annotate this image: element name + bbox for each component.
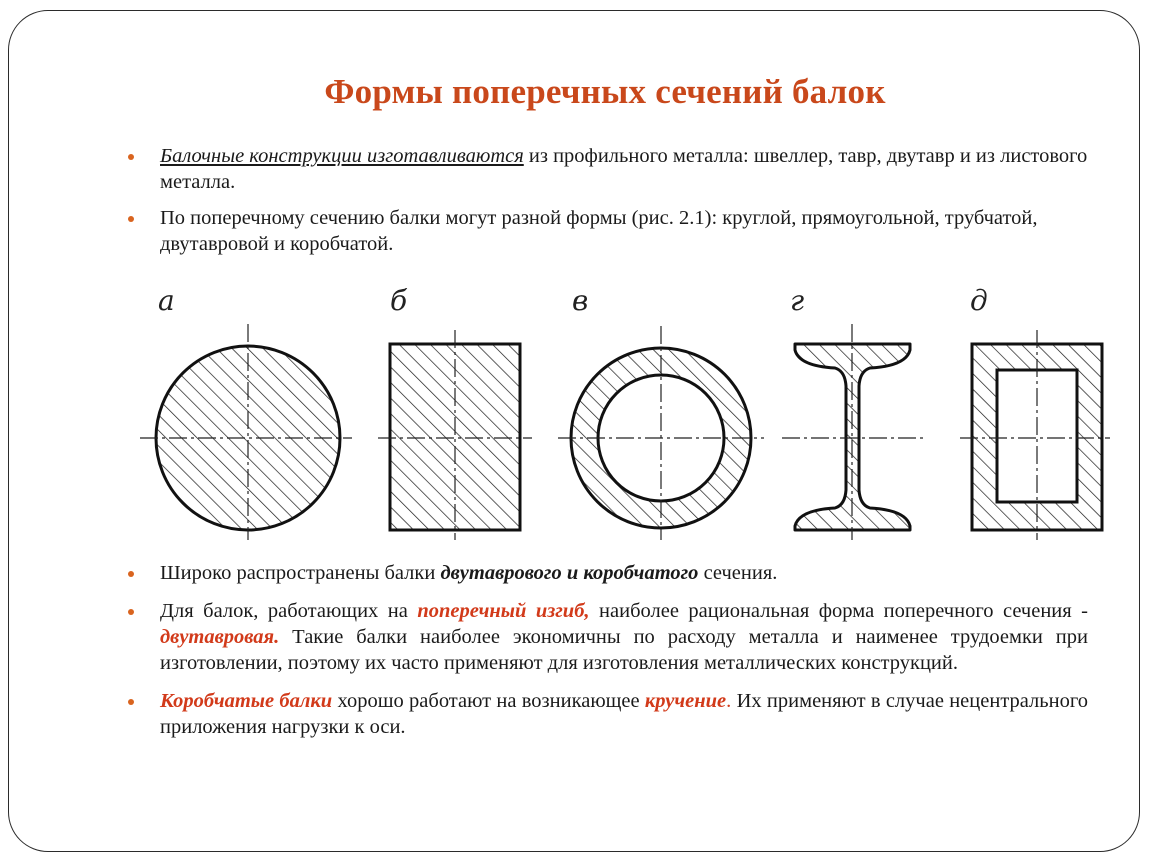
underlined-phrase: Балочные конструкции изготавливаются xyxy=(160,145,524,167)
bullet-text: хорошо работают на возникающее xyxy=(332,690,645,712)
figure-label-v: в xyxy=(572,284,589,317)
section-circle xyxy=(140,324,352,540)
slide-title: Формы поперечных сечений балок xyxy=(324,72,886,111)
cross-sections-figure xyxy=(130,278,1110,548)
figure-label-g: г xyxy=(790,284,805,317)
figure-label-a: а xyxy=(158,284,175,317)
bullet-text: По поперечному сечению балки могут разной формы (рис. 2.1): круглой, прямоугольной, трубчатой, двутавровой и коробчатой. xyxy=(160,207,1038,255)
bullet-text: сечения. xyxy=(698,562,778,584)
section-rectangle xyxy=(378,330,532,540)
bullet-list-top xyxy=(128,143,1088,267)
bullet-text: Широко распространены балки xyxy=(160,562,441,584)
bullet-text: из профильного металла: швеллер, тавр, двутавр и из листового металла. xyxy=(160,145,1088,193)
highlight-text: поперечный изгиб, xyxy=(417,600,590,622)
bullet-item xyxy=(128,598,1088,676)
bullet-item xyxy=(128,205,1088,257)
bullet-item xyxy=(128,688,1088,740)
bullet-text: Их применяют в случае нецентрального приложения нагрузки к оси. xyxy=(160,690,1088,738)
emphasis-text: двутаврового и коробчатого xyxy=(440,562,699,584)
section-box xyxy=(960,330,1110,540)
section-tube xyxy=(558,326,764,540)
bullet-item xyxy=(128,560,1088,586)
bullet-item xyxy=(128,143,1088,195)
highlight-text: двутавровая. xyxy=(160,626,280,648)
accent-text: . xyxy=(726,690,737,712)
figure-label-d: д xyxy=(970,284,988,317)
bullet-list-bottom xyxy=(128,560,1088,752)
highlight-text: кручение xyxy=(644,690,727,712)
bullet-text: Для балок, работающих на xyxy=(160,600,418,622)
bullet-text: Такие балки наиболее экономичны по расходу металла и наименее трудоемки при изготовлении, поэтому их часто применяют для изготовления металлических конструкций. xyxy=(160,626,1088,674)
highlight-text: Коробчатые балки xyxy=(160,690,333,712)
bullet-text: наиболее рациональная форма поперечного сечения - xyxy=(589,600,1089,622)
figure-label-b: б xyxy=(390,284,408,317)
section-i-beam xyxy=(782,324,924,540)
